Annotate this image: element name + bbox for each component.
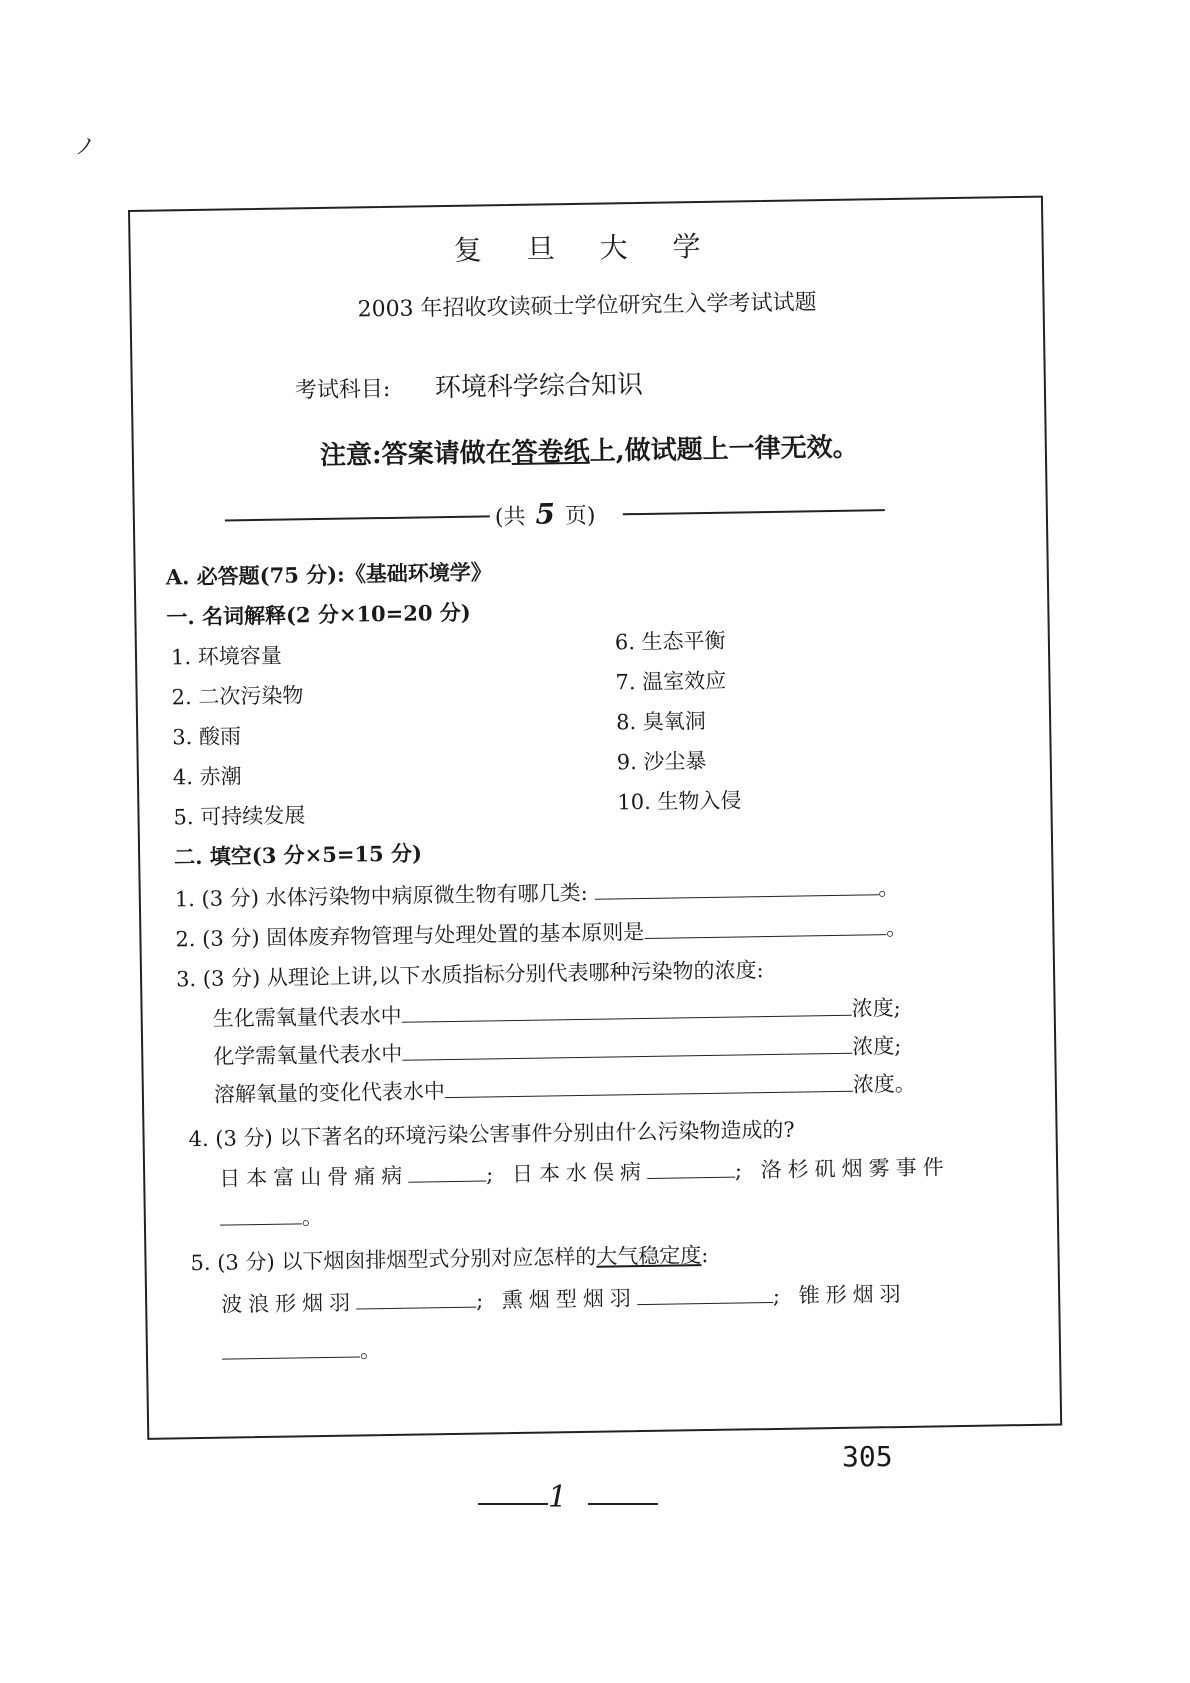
question-5-answers bbox=[221, 1278, 907, 1319]
question-4-continuation bbox=[220, 1201, 323, 1233]
answer-blank[interactable] bbox=[402, 1033, 852, 1061]
line-end: 浓度; bbox=[852, 1033, 902, 1059]
period: 。 bbox=[878, 875, 900, 901]
divider-right bbox=[623, 509, 885, 515]
answer-blank[interactable] bbox=[594, 874, 878, 899]
page-count-row bbox=[225, 492, 885, 536]
question-5-text: 5. (3 分) 以下烟囱排烟型式分别对应怎样的 bbox=[190, 1244, 597, 1276]
fill-question-5 bbox=[190, 1239, 708, 1277]
subject-name: 环境科学综合知识 bbox=[434, 369, 644, 404]
part2-title: 二. 填空(3 分×5=15 分) bbox=[173, 840, 423, 870]
fill-question-2 bbox=[175, 912, 907, 953]
separator: ; bbox=[475, 1288, 490, 1313]
notice-text-start: 注意:答案请做在 bbox=[319, 438, 512, 472]
period: 。 bbox=[359, 1338, 382, 1363]
answer-blank[interactable] bbox=[637, 1282, 773, 1305]
pages-prefix: (共 bbox=[494, 504, 526, 531]
page-count bbox=[495, 497, 596, 532]
term-10: 10. 生物入侵 bbox=[617, 788, 742, 815]
pages-suffix: 页) bbox=[564, 503, 596, 530]
question-4a-text: 日本富山骨痛病 bbox=[219, 1163, 409, 1191]
question-2-text: 2. (3 分) 固体废弃物管理与处理处置的基本原则是 bbox=[175, 919, 645, 952]
question-1-text: 1. (3 分) 水体污染物中病原微生物有哪几类: bbox=[174, 880, 588, 912]
exam-title: 2003 年招收攻读硕士学位研究生入学考试试题 bbox=[357, 290, 817, 323]
answer-blank[interactable] bbox=[647, 1157, 735, 1179]
separator: ; bbox=[734, 1158, 749, 1183]
question-3a-text: 生化需氧量代表水中 bbox=[212, 1003, 402, 1031]
question-5-colon: : bbox=[701, 1243, 709, 1268]
question-4b-text: 日本水俣病 bbox=[511, 1159, 648, 1187]
question-5-underlined: 大气稳定度 bbox=[596, 1243, 702, 1269]
answer-blank[interactable] bbox=[401, 995, 851, 1023]
footer-line-left bbox=[478, 1503, 548, 1505]
answer-blank[interactable] bbox=[222, 1336, 360, 1359]
fill-question-3: 3. (3 分) 从理论上讲,以下水质指标分别代表哪种污染物的浓度: bbox=[175, 958, 764, 992]
notice-underlined: 答卷纸 bbox=[511, 436, 590, 469]
question-5c-text: 锥形烟羽 bbox=[798, 1281, 907, 1308]
term-7: 7. 温室效应 bbox=[615, 668, 727, 695]
separator: ; bbox=[486, 1162, 500, 1187]
term-2: 2. 二次污染物 bbox=[171, 683, 304, 710]
fill-question-4: 4. (3 分) 以下著名的环境污染公害事件分别由什么污染物造成的? bbox=[188, 1117, 795, 1152]
term-6: 6. 生态平衡 bbox=[614, 628, 726, 655]
question-4-answers bbox=[219, 1151, 950, 1192]
question-4c-text: 洛杉矶烟雾事件 bbox=[760, 1155, 950, 1183]
part1-title: 一. 名词解释(2 分×10=20 分) bbox=[166, 599, 471, 630]
footer-line-right bbox=[588, 1503, 658, 1505]
question-3b-text: 化学需氧量代表水中 bbox=[213, 1041, 403, 1069]
term-3: 3. 酸雨 bbox=[172, 724, 242, 750]
line-end: 浓度; bbox=[851, 995, 901, 1021]
section-a-title: A. 必答题(75 分):《基础环境学》 bbox=[165, 559, 493, 590]
term-9: 9. 沙尘暴 bbox=[616, 748, 707, 775]
question-3-line-a bbox=[212, 992, 900, 1033]
question-5a-text: 波浪形烟羽 bbox=[221, 1290, 357, 1317]
answer-blank[interactable] bbox=[356, 1287, 476, 1310]
period: 。 bbox=[301, 1205, 324, 1230]
separator: ; bbox=[772, 1283, 787, 1309]
question-5b-text: 熏烟型烟羽 bbox=[501, 1286, 638, 1313]
question-3-line-b bbox=[213, 1030, 901, 1071]
exam-page-frame bbox=[128, 196, 1062, 1440]
period: 。 bbox=[885, 915, 908, 941]
university-title: 复 旦 大 学 bbox=[453, 229, 719, 267]
subject-label: 考试科目: bbox=[294, 376, 391, 404]
answer-blank[interactable] bbox=[644, 914, 886, 939]
term-1: 1. 环境容量 bbox=[170, 643, 282, 670]
question-5-continuation bbox=[222, 1334, 381, 1366]
answer-blank[interactable] bbox=[445, 1071, 853, 1098]
term-5: 5. 可持续发展 bbox=[173, 803, 306, 830]
pages-number: 5 bbox=[535, 497, 556, 531]
divider-left bbox=[225, 515, 490, 521]
notice-text-end: 上,做试题上一律无效。 bbox=[589, 432, 859, 467]
question-3-line-c bbox=[214, 1068, 916, 1109]
document-code: 305 bbox=[842, 1440, 893, 1473]
answer-notice bbox=[134, 424, 1045, 475]
page-number: 1 bbox=[548, 1480, 568, 1515]
term-8: 8. 臭氧洞 bbox=[615, 708, 707, 735]
answer-blank[interactable] bbox=[220, 1203, 302, 1225]
fill-question-1 bbox=[175, 872, 900, 913]
question-3c-text: 溶解氧量的变化代表水中 bbox=[213, 1079, 446, 1107]
line-end: 浓度。 bbox=[852, 1071, 917, 1097]
answer-blank[interactable] bbox=[408, 1160, 486, 1182]
term-4: 4. 赤潮 bbox=[172, 764, 242, 790]
scan-mark: ノ bbox=[74, 135, 97, 160]
